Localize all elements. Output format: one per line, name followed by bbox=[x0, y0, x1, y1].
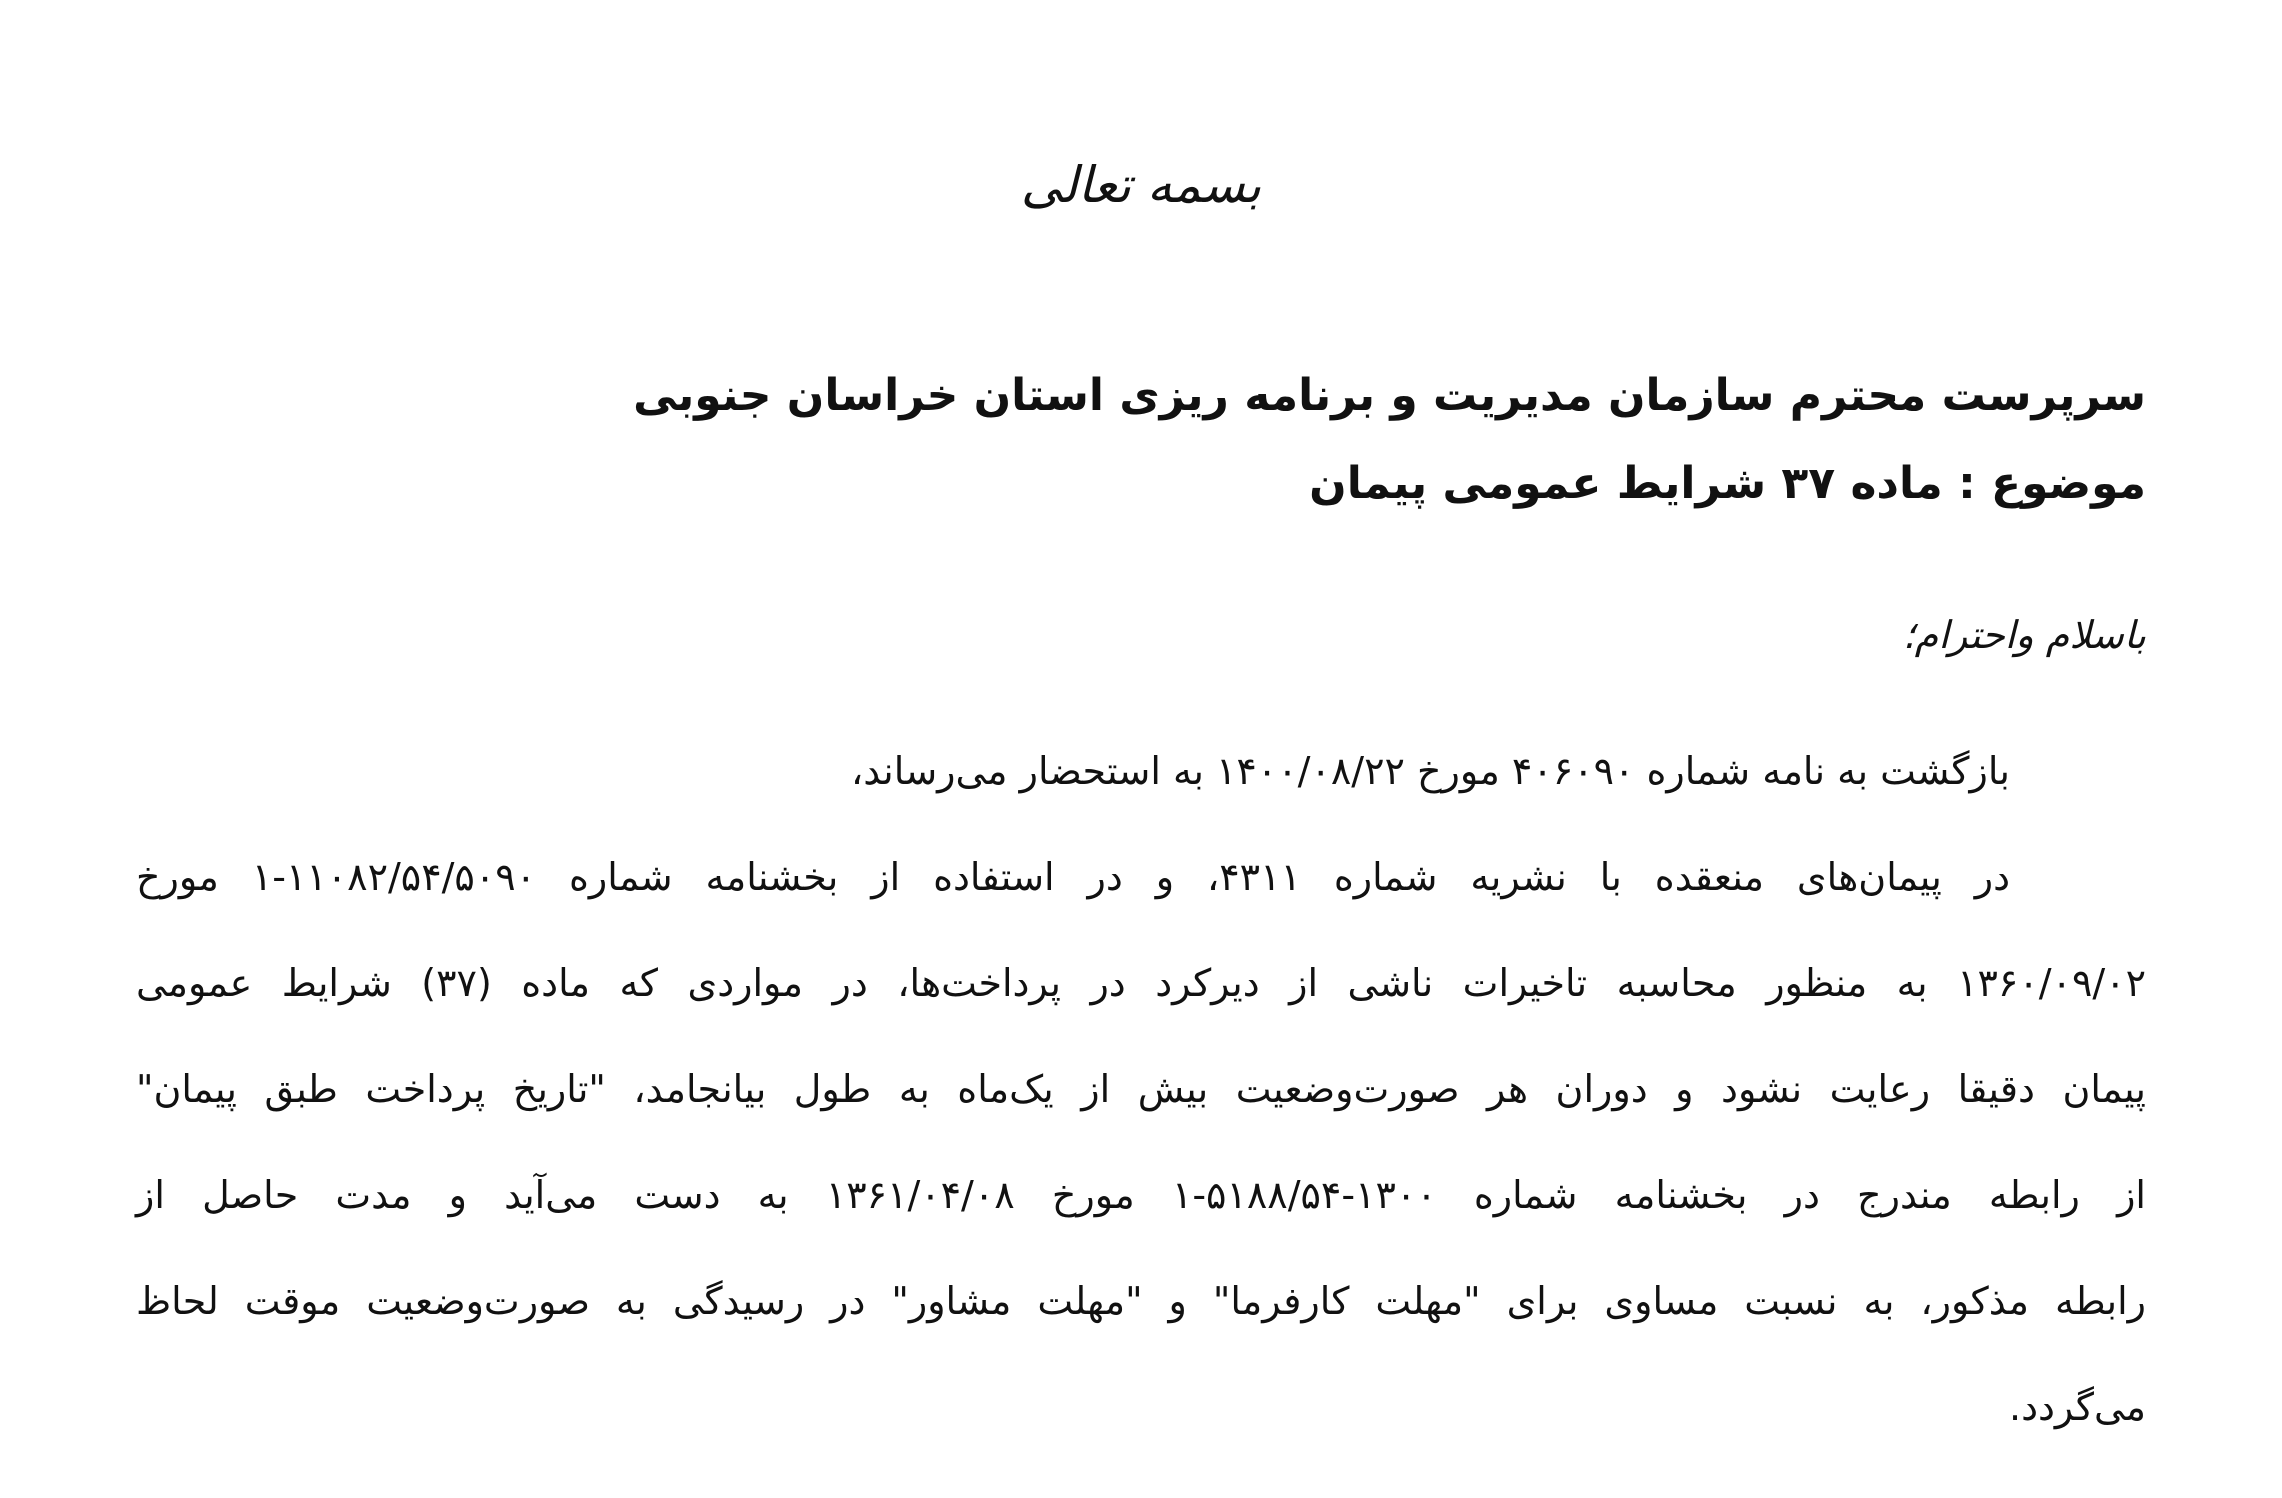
letter-header bbox=[633, 352, 2146, 528]
paragraph-2-line-2: ۱۳۶۰/۰۹/۰۲ به منظور محاسبه تاخیرات ناشی از دیرکرد در پرداخت‌ها، در مواردی که ماده (۳۷) شرایط عمومی bbox=[136, 961, 2146, 1005]
paragraph-2-line-6: می‌گردد. bbox=[2008, 1385, 2146, 1429]
recipient-line: سرپرست محترم سازمان مدیریت و برنامه ریزی استان خراسان جنوبی bbox=[633, 370, 2146, 421]
subject-line: موضوع : ماده ۳۷ شرایط عمومی پیمان bbox=[1309, 458, 2146, 509]
paragraph-1-line-1: بازگشت به نامه شماره ۴۰۶۰۹۰ مورخ ۱۴۰۰/۰۸/۲۲ به استحضار می‌رساند، bbox=[850, 749, 2010, 793]
letter-body bbox=[136, 718, 2146, 1460]
paragraph-2-line-5: رابطه مذکور، به نسبت مساوی برای "مهلت کارفرما" و "مهلت مشاور" در رسیدگی به صورت‌وضعیت موقت لحاظ bbox=[136, 1279, 2146, 1323]
paragraph-2-line-4: از رابطه مندرج در بخشنامه شماره ۱۳۰۰-۵۱۸۸/۵۴-۱ مورخ ۱۳۶۱/۰۴/۰۸ به دست می‌آید و مدت حاصل از bbox=[136, 1173, 2146, 1217]
greeting: باسلام واحترام؛ bbox=[1902, 613, 2146, 657]
paragraph-2-line-3: پیمان دقیقا رعایت نشود و دوران هر صورت‌وضعیت بیش از یک‌ماه به طول بیانجامد، "تاریخ پرداخت طبق پیمان" bbox=[136, 1067, 2146, 1111]
invocation-heading: بسمه تعالی bbox=[1020, 156, 1262, 214]
paragraph-2-line-1: در پیمان‌های منعقده با نشریه شماره ۴۳۱۱، و در استفاده از بخشنامه شماره ۱۱۰۸۲/۵۴/۵۰۹۰-۱ مورخ bbox=[136, 855, 2010, 899]
